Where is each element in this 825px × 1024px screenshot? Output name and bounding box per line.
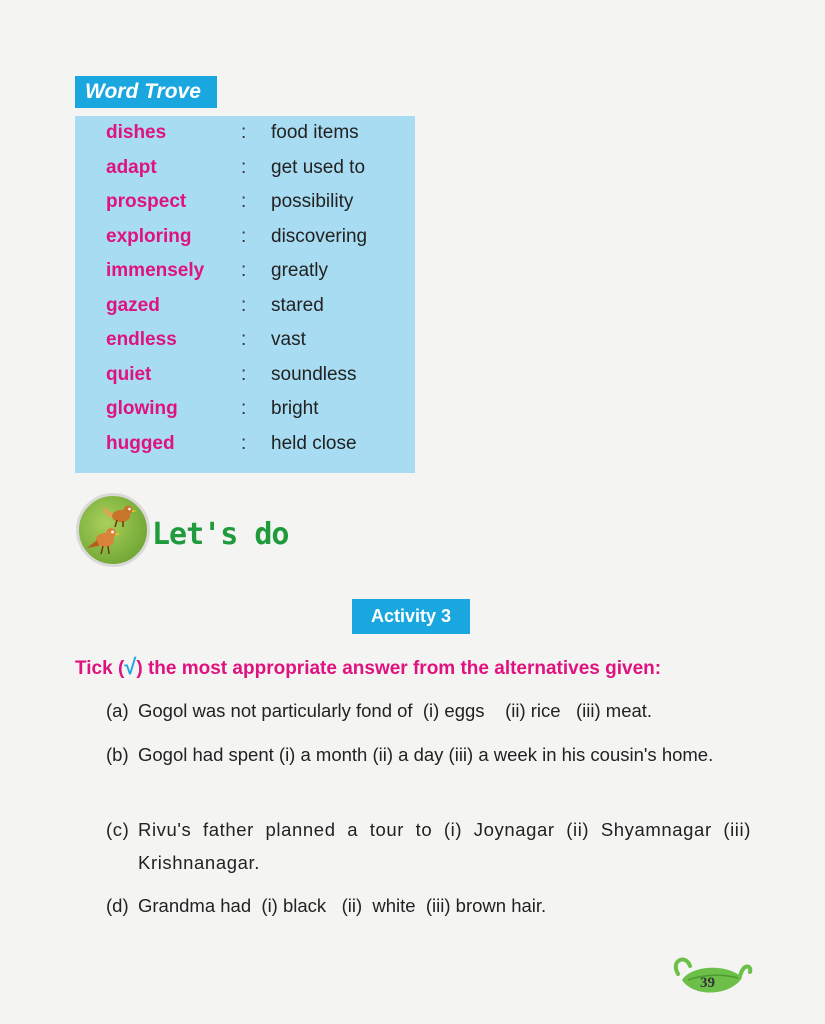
word-trove-row <box>75 254 415 288</box>
glossary-meaning: possibility <box>271 191 354 212</box>
glossary-word: dishes <box>106 122 167 143</box>
glossary-meaning: stared <box>271 294 324 316</box>
glossary-word: glowing <box>106 398 178 419</box>
glossary-meaning: held close <box>271 432 357 454</box>
question-text: Grandma had (i) black (ii) white (iii) brown hair. <box>138 895 547 916</box>
question-label: (b) <box>106 744 129 765</box>
question-text: Gogol was not particularly fond of (i) eggs (ii) rice (iii) meat. <box>138 700 653 721</box>
glossary-meaning: soundless <box>271 363 357 385</box>
question-label: (a) <box>106 700 129 721</box>
tick-mark: √ <box>124 654 137 679</box>
glossary-word: prospect <box>106 191 187 212</box>
word-trove-row <box>75 392 415 426</box>
glossary-separator: : <box>241 225 247 247</box>
glossary-separator: : <box>241 432 247 454</box>
glossary-separator: : <box>241 329 247 350</box>
question-label: (d) <box>106 895 129 916</box>
glossary-separator: : <box>241 191 247 212</box>
word-trove-row <box>75 289 415 323</box>
glossary-separator: : <box>241 260 247 281</box>
glossary-word: exploring <box>106 225 192 247</box>
activity-badge: Activity 3 <box>352 599 470 634</box>
glossary-meaning: food items <box>271 122 359 143</box>
glossary-word: hugged <box>106 432 175 454</box>
word-trove-row <box>75 427 415 461</box>
word-trove-row <box>75 151 415 185</box>
activity-instruction <box>75 654 661 680</box>
question-item <box>106 889 756 922</box>
instruction-text-start: Tick ( <box>75 658 125 679</box>
word-trove-row <box>75 116 415 150</box>
glossary-separator: : <box>241 294 247 316</box>
instruction-text-end: ) the most appropriate answer from the alternatives given: <box>136 658 662 679</box>
glossary-meaning: bright <box>271 398 319 419</box>
word-trove-box <box>75 116 415 473</box>
word-trove-row <box>75 185 415 219</box>
glossary-word: gazed <box>106 294 160 316</box>
glossary-word: immensely <box>106 260 205 281</box>
question-item <box>106 813 751 879</box>
birds-icon <box>76 493 150 567</box>
question-item <box>106 738 751 771</box>
word-trove-row <box>75 220 415 254</box>
glossary-meaning: greatly <box>271 260 329 281</box>
glossary-separator: : <box>241 398 247 419</box>
question-text: Gogol had spent (i) a month (ii) a day (iii) a week in his cousin's home. <box>138 744 714 765</box>
word-trove-heading: Word Trove <box>75 76 217 108</box>
question-label: (c) <box>106 819 130 840</box>
question-text: Rivu's father planned a tour to (i) Joynagar (ii) Shyamnagar (iii) Krishnanagar. <box>138 819 751 873</box>
lets-do-heading: Let's do <box>152 517 289 552</box>
glossary-meaning: vast <box>271 329 306 350</box>
glossary-meaning: discovering <box>271 225 368 247</box>
glossary-word: adapt <box>106 156 157 178</box>
glossary-separator: : <box>241 156 247 178</box>
glossary-word: quiet <box>106 363 152 385</box>
question-item <box>106 694 756 727</box>
glossary-word: endless <box>106 329 177 350</box>
word-trove-row <box>75 358 415 392</box>
word-trove-row <box>75 323 415 357</box>
glossary-meaning: get used to <box>271 156 366 178</box>
glossary-separator: : <box>241 363 247 385</box>
glossary-separator: : <box>241 122 247 143</box>
page-number: 39 <box>700 975 715 991</box>
